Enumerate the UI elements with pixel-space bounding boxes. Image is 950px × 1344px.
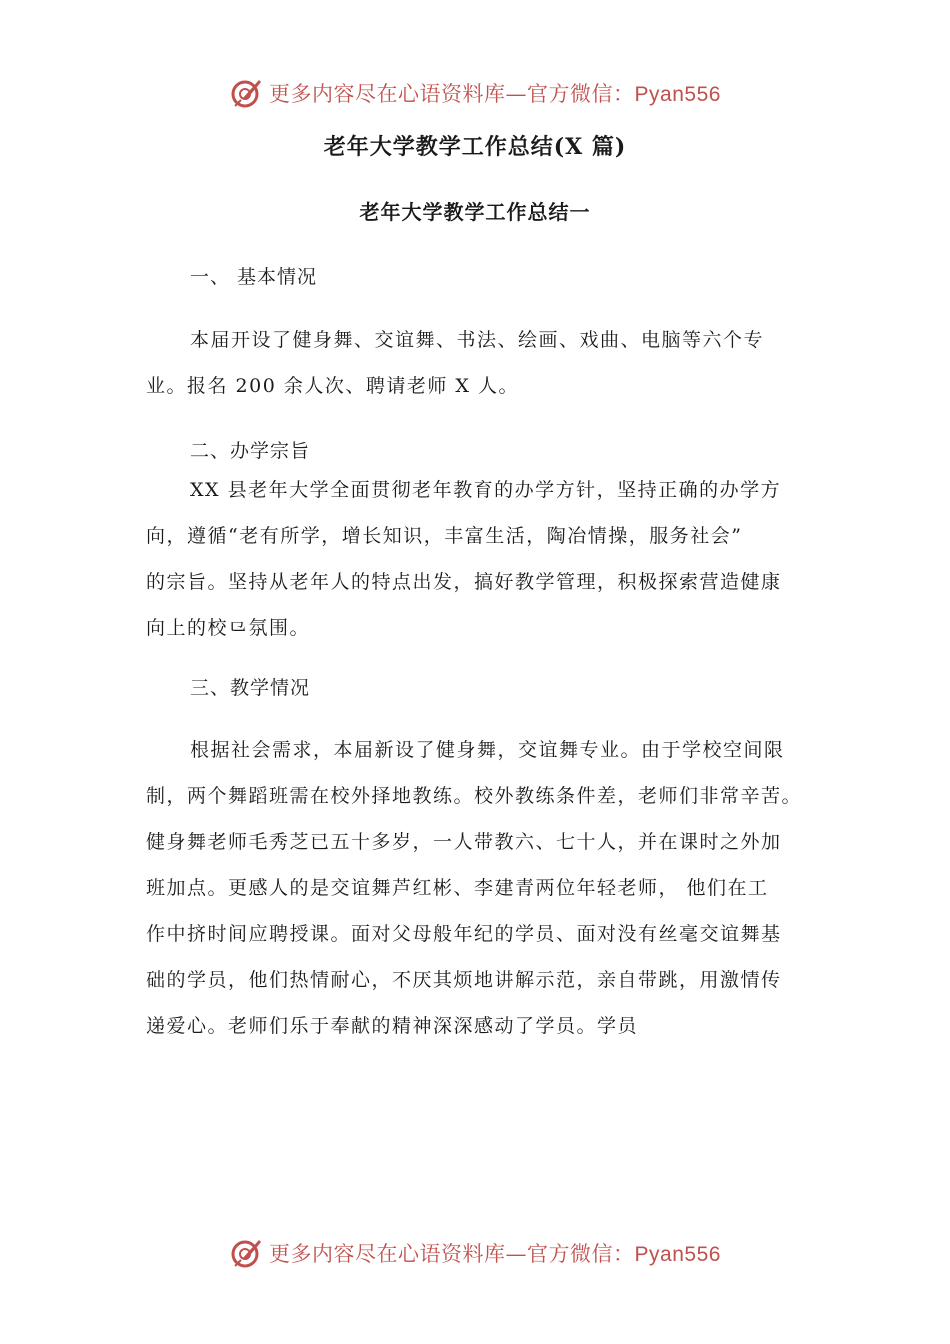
paragraph-line: 作中挤时间应聘授课。面对父母般年纪的学员、面对没有丝毫交谊舞基 <box>146 923 782 945</box>
quill-pen-logo-icon <box>229 1236 263 1270</box>
document-subtitle: 老年大学教学工作总结一 <box>359 200 591 224</box>
section-paragraph-teaching <box>146 727 836 1049</box>
section-paragraph-purpose <box>146 467 836 651</box>
footer-banner <box>0 1233 950 1273</box>
paragraph-line: 业。报名 200 余人次、聘请老师 X 人。 <box>146 375 519 397</box>
quill-pen-logo-icon <box>229 76 263 110</box>
paragraph-line: 班加点。更感人的是交谊舞芦红彬、李建青两位年轻老师， 他们在工 <box>146 877 769 899</box>
section-paragraph-basic <box>146 317 836 409</box>
paragraph-line: 本届开设了健身舞、交谊舞、书法、绘画、戏曲、电脑等六个专 <box>190 329 765 351</box>
paragraph-line: 制，两个舞蹈班需在校外择地教练。校外教练条件差，老师们非常辛苦。 <box>146 785 803 807</box>
banner-text <box>269 78 721 108</box>
paragraph-line: 健身舞老师毛秀芝已五十多岁，一人带教六、七十人，并在课时之外加 <box>146 831 782 853</box>
section-heading-basic: 一、 基本情况 <box>190 266 318 288</box>
banner-main-text: 更多内容尽在心语资料库—官方微信： <box>269 82 635 106</box>
paragraph-line: 向上的校⺋氛围。 <box>146 617 311 639</box>
banner-main-text: 更多内容尽在心语资料库—官方微信： <box>269 1242 635 1266</box>
paragraph-line: 递爱心。老师们乐于奉献的精神深深感动了学员。学员 <box>146 1015 639 1037</box>
banner-wechat-id: Pyan556 <box>634 1243 721 1266</box>
paragraph-line: 础的学员，他们热情耐心，不厌其烦地讲解示范，亲自带跳，用激情传 <box>146 969 782 991</box>
document-title: 老年大学教学工作总结(X 篇) <box>323 134 627 160</box>
banner-wechat-id: Pyan556 <box>634 83 721 106</box>
paragraph-line: 向，遵循“老有所学，增长知识，丰富生活，陶冶情操，服务社会” <box>146 525 743 547</box>
paragraph-line: 根据社会需求，本届新设了健身舞，交谊舞专业。由于学校空间限 <box>190 739 785 761</box>
paragraph-line: XX 县老年大学全面贯彻老年教育的办学方针，坚持正确的办学方 <box>190 479 782 501</box>
paragraph-line: 的宗旨。坚持从老年人的特点出发，搞好教学管理，积极探索营造健康 <box>146 571 782 593</box>
section-heading-teaching: 三、教学情况 <box>190 677 311 699</box>
section-heading-purpose: 二、办学宗旨 <box>190 440 311 462</box>
banner-text <box>269 1238 721 1268</box>
header-banner <box>0 73 950 113</box>
